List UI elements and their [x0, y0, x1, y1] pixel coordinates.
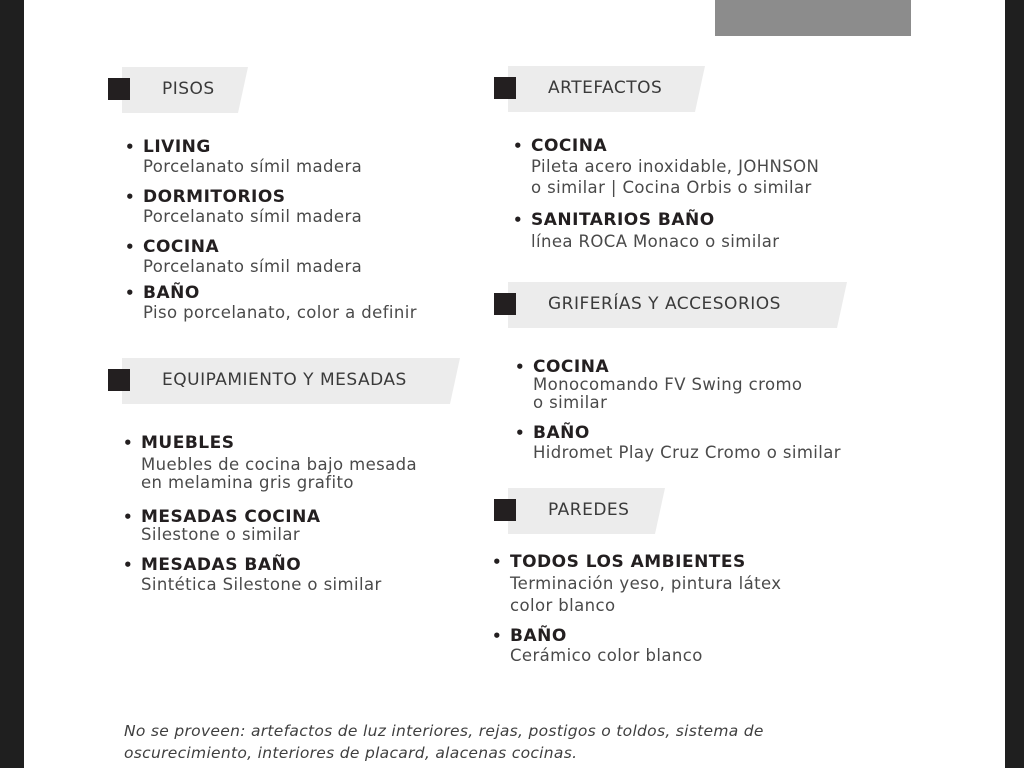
list-item	[531, 136, 819, 198]
item-title: • BAÑO	[510, 626, 703, 646]
square-bullet-icon	[494, 499, 516, 521]
item-title: • MESADAS BAÑO	[141, 555, 382, 575]
list-item	[141, 555, 382, 595]
item-desc: Porcelanato símil madera	[143, 157, 363, 176]
item-title: • COCINA	[533, 357, 802, 377]
item-title: • BAÑO	[143, 283, 417, 303]
list-item	[143, 137, 362, 177]
item-title: • SANITARIOS BAÑO	[531, 210, 779, 230]
list-item	[143, 187, 362, 227]
section-title: PISOS	[162, 79, 215, 99]
item-desc: color blanco	[510, 596, 616, 615]
list-item	[533, 423, 841, 463]
section-title: EQUIPAMIENTO Y MESADAS	[162, 370, 407, 390]
list-item	[143, 237, 362, 277]
item-title: • MUEBLES	[141, 433, 417, 453]
item-title: • BAÑO	[533, 423, 841, 443]
footnote	[124, 720, 884, 764]
list-item	[141, 433, 417, 493]
item-title: • TODOS LOS AMBIENTES	[510, 552, 781, 572]
list-item	[533, 357, 802, 413]
spec-sheet-page	[24, 0, 1005, 768]
item-title: • COCINA	[531, 136, 819, 156]
list-item	[143, 283, 417, 323]
list-item	[510, 552, 781, 616]
square-bullet-icon	[108, 78, 130, 100]
item-desc: Sintética Silestone o similar	[141, 575, 382, 594]
item-title: • COCINA	[143, 237, 362, 257]
item-desc: Silestone o similar	[141, 525, 301, 544]
item-desc: Terminación yeso, pintura látex	[510, 574, 782, 593]
item-desc: Piso porcelanato, color a definir	[143, 303, 417, 322]
section-title: GRIFERÍAS Y ACCESORIOS	[548, 294, 781, 314]
item-title: • LIVING	[143, 137, 362, 157]
item-desc: Muebles de cocina bajo mesada	[141, 455, 418, 474]
list-item	[510, 626, 703, 666]
item-desc: o similar | Cocina Orbis o similar	[531, 178, 812, 197]
item-desc: Pileta acero inoxidable, JOHNSON	[531, 157, 820, 176]
square-bullet-icon	[494, 293, 516, 315]
list-item	[141, 507, 320, 545]
item-desc: Monocomando FV Swing cromo	[533, 375, 803, 394]
item-desc: o similar	[533, 393, 608, 412]
square-bullet-icon	[108, 369, 130, 391]
section-title: PAREDES	[548, 500, 630, 520]
item-desc: Cerámico color blanco	[510, 646, 703, 665]
item-desc: Porcelanato símil madera	[143, 207, 363, 226]
top-gray-bar	[715, 0, 911, 36]
item-desc: Porcelanato símil madera	[143, 257, 363, 276]
item-desc: en melamina gris grafito	[141, 473, 354, 492]
item-title: • MESADAS COCINA	[141, 507, 320, 527]
square-bullet-icon	[494, 77, 516, 99]
item-desc: línea ROCA Monaco o similar	[531, 232, 780, 251]
footnote-line: No se proveen: artefactos de luz interiores, rejas, postigos o toldos, sistema de	[124, 722, 764, 740]
footnote-line: oscurecimiento, interiores de placard, alacenas cocinas.	[124, 744, 578, 762]
item-title: • DORMITORIOS	[143, 187, 362, 207]
section-title: ARTEFACTOS	[548, 78, 663, 98]
list-item	[531, 210, 779, 252]
item-desc: Hidromet Play Cruz Cromo o similar	[533, 443, 841, 462]
